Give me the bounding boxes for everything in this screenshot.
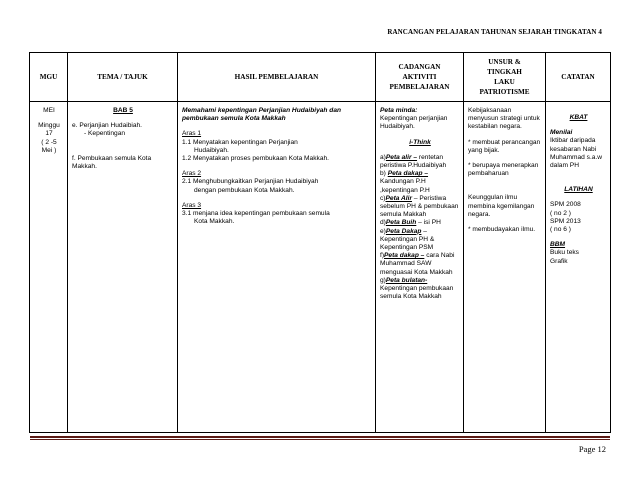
lesson-plan-table bbox=[29, 52, 611, 433]
header-unsur: UNSUR & TINGKAH LAKU PATRIOTISME bbox=[464, 53, 546, 102]
aras-1: Aras 1 bbox=[182, 130, 202, 138]
tema-f: f. Pembukaan semula Kota Makkah. bbox=[72, 154, 152, 170]
table-row bbox=[30, 102, 611, 433]
header-mgu: MGU bbox=[30, 53, 68, 102]
bab-title: BAB 5 bbox=[113, 107, 133, 114]
cell-hasil: Memahami kepentingan Perjanjian Hudaibiyah dan pembukaan semula Kota Makkah Aras 1 1.1 Menyatakan kepentingan Perjanjian Hudaibiyah. 1.2 Menyatakan proses pembukaan Kota Makkah. Aras 2 2.1 Menghubungkaitkan Perjanjian Hudaibiyah dengan pembukaan Kota Makkah. Aras 3 3.1 menjana idea kepentingan pembukaan semula Kota Makkah. bbox=[178, 102, 376, 433]
latihan-label: LATIHAN bbox=[564, 186, 593, 194]
footer-rule-thick bbox=[30, 436, 610, 438]
menilai-label: Menilai bbox=[550, 129, 573, 137]
aras-2: Aras 2 bbox=[182, 170, 202, 178]
ithink-label: i-Think bbox=[409, 138, 431, 146]
kbat-label: KBAT bbox=[569, 114, 588, 121]
cell-unsur: Kebijaksanaan menyusun strategi untuk kestabilan negara. * membuat perancangan yang bijak. * berupaya menerapkan pembaharuan Keunggulan ilmu membina kgemilangan negara. * membudayakan ilmu. bbox=[464, 102, 546, 433]
peta-minda-label: Peta minda: bbox=[380, 107, 418, 114]
header-tema: TEMA / TAJUK bbox=[68, 53, 178, 102]
bbm-label: BBM bbox=[550, 241, 566, 249]
hasil-intro: Memahami kepentingan Perjanjian Hudaibiyah dan pembukaan semula Kota Makkah bbox=[182, 107, 342, 123]
cell-tema bbox=[68, 102, 178, 433]
tema-e: e. Perjanjian Hudaibiah. bbox=[72, 122, 143, 130]
footer-rule-thin bbox=[30, 439, 610, 440]
header-cadangan: CADANGAN AKTIVITI PEMBELAJARAN bbox=[376, 53, 464, 102]
header-hasil: HASIL PEMBELAJARAN bbox=[178, 53, 376, 102]
tema-e-sub: - Kepentingan bbox=[84, 130, 126, 138]
cell-mgu: MEI Minggu 17 ( 2 -5 Mei ) bbox=[30, 102, 68, 433]
header-catatan: CATATAN bbox=[546, 53, 611, 102]
cell-catatan: KBAT Menilai Iktibar daripada kesabaran Nabi Muhammad s.a.w dalam PH LATIHAN SPM 2008 ( no 2 ) SPM 2013 ( no 6 ) BBM Buku teks Grafik bbox=[546, 102, 611, 433]
page-number: Page 12 bbox=[578, 444, 606, 454]
cell-cadangan: Peta minda: Kepentingan perjanjian Hudaibiyah. i-Think a)Peta alir – rentetan peristiwa P.Hudaibiyah b) Peta dakap – Kandungan P.H ,kepentingan P.H c)Peta Alir – Peristiwa sebelum PH & pembukaan semula Makkah d)Peta Buih – isi PH e)Peta Dakap – Kepentingan PH & Kepentingan PSM f)Peta dakap – cara Nabi Muhammad SAW menguasai Kota Makkah g)Peta bulatan- Kepentingan pembukaan semula Kota Makkah bbox=[376, 102, 464, 433]
document-header: RANCANGAN PELAJARAN TAHUNAN SEJARAH TINGKATAN 4 bbox=[387, 28, 602, 36]
aras-3: Aras 3 bbox=[182, 201, 202, 209]
table-header-row bbox=[30, 53, 611, 102]
